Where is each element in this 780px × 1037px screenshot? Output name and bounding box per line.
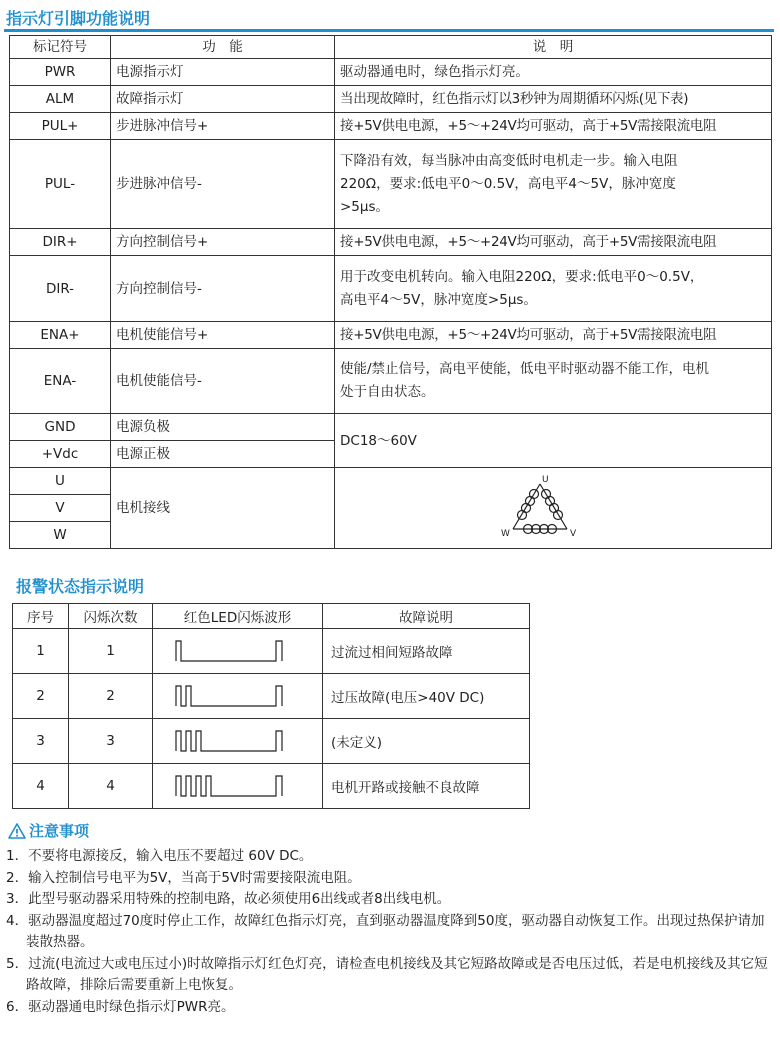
pin-symbol: DIR+ bbox=[10, 229, 111, 256]
pin-function: 方向控制信号+ bbox=[111, 229, 335, 256]
notes-title-text: 注意事项 bbox=[29, 822, 90, 840]
table-row bbox=[10, 349, 772, 414]
pin-symbol: +Vdc bbox=[10, 441, 111, 468]
waveform-cell bbox=[153, 674, 323, 719]
pin-description bbox=[335, 349, 772, 414]
section2-title: 报警状态指示说明 bbox=[16, 577, 145, 596]
pin-symbol: V bbox=[10, 495, 111, 522]
pin-function: 电源正极 bbox=[111, 441, 335, 468]
pin-symbol: ALM bbox=[10, 86, 111, 113]
table-row bbox=[10, 59, 772, 86]
pin-function: 电源指示灯 bbox=[111, 59, 335, 86]
led-waveform bbox=[168, 727, 308, 755]
power-voltage-range: DC18～60V bbox=[335, 414, 772, 468]
table-row bbox=[10, 322, 772, 349]
table-row bbox=[13, 674, 530, 719]
waveform-cell bbox=[153, 719, 323, 764]
pin-function: 故障指示灯 bbox=[111, 86, 335, 113]
pin-function-table bbox=[9, 35, 772, 549]
alarm-fault-description: 过压故障(电压>40V DC) bbox=[323, 674, 530, 719]
description-line: 使能/禁止信号，高电平使能，低电平时驱动器不能工作，电机 bbox=[340, 361, 710, 377]
pin-function: 电机接线 bbox=[111, 468, 335, 549]
terminal-w-label: W bbox=[501, 529, 510, 539]
section1-title: 指示灯引脚功能说明 bbox=[6, 9, 151, 28]
pin-function: 电机使能信号+ bbox=[111, 322, 335, 349]
pin-description: 接+5V供电电源，+5～+24V均可驱动，高于+5V需接限流电阻 bbox=[335, 322, 772, 349]
waveform-line bbox=[176, 731, 282, 751]
alarm-fault-description: (未定义) bbox=[323, 719, 530, 764]
description-line: 用于改变电机转向。输入电阻220Ω，要求:低电平0～0.5V， bbox=[340, 268, 704, 285]
alarm-number: 4 bbox=[13, 764, 69, 809]
note-item: 4．驱动器温度超过70度时停止工作，故障红色指示灯亮，直到驱动器温度降到50度，驱动器自动恢复工作。出现过热保护请加装散热器。 bbox=[6, 912, 765, 950]
description-line: >5μs。 bbox=[340, 198, 390, 215]
note-item: 5．过流(电流过大或电压过小)时故障指示灯红色灯亮，请检查电机接线及其它短路故障或是否电压过低，若是电机接线及其它短路故障，排除后需要重新上电恢复。 bbox=[6, 955, 768, 993]
table-row bbox=[10, 113, 772, 140]
notes-title bbox=[8, 820, 89, 841]
table-row bbox=[13, 764, 530, 809]
waveform-line bbox=[176, 686, 282, 706]
pin-symbol: PUL- bbox=[10, 140, 111, 229]
pin-symbol: ENA- bbox=[10, 349, 111, 414]
pin-description: 驱动器通电时，绿色指示灯亮。 bbox=[335, 59, 772, 86]
note-item: 3．此型号驱动器采用特殊的控制电路，故必须使用6出线或者8出线电机。 bbox=[6, 891, 451, 907]
waveform-cell bbox=[153, 629, 323, 674]
note-item: 6．驱动器通电时绿色指示灯PWR亮。 bbox=[6, 998, 235, 1015]
pin-description bbox=[335, 256, 772, 322]
notes-list bbox=[6, 846, 776, 1018]
note-item: 1．不要将电源接反，输入电压不要超过 60V DC。 bbox=[6, 848, 313, 864]
waveform-line bbox=[176, 776, 282, 796]
pin-symbol: PUL+ bbox=[10, 113, 111, 140]
alarm-blink-count: 2 bbox=[69, 674, 153, 719]
table-row bbox=[10, 140, 772, 229]
pin-function: 电源负极 bbox=[111, 414, 335, 441]
led-waveform bbox=[168, 772, 308, 800]
pin-function: 方向控制信号- bbox=[111, 256, 335, 322]
table-header-row bbox=[13, 604, 530, 629]
pin-description: 接+5V供电电源，+5～+24V均可驱动，高于+5V需接限流电阻 bbox=[335, 113, 772, 140]
motor-winding-diagram-cell bbox=[335, 468, 772, 549]
table-row bbox=[10, 256, 772, 322]
waveform-line bbox=[176, 641, 282, 661]
alarm-blink-count: 4 bbox=[69, 764, 153, 809]
terminal-v-label: V bbox=[570, 529, 577, 539]
note-item: 2．输入控制信号电平为5V，当高于5V时需要接限流电阻。 bbox=[6, 869, 361, 886]
alarm-blink-count: 3 bbox=[69, 719, 153, 764]
pin-function: 电机使能信号- bbox=[111, 349, 335, 414]
pin-function: 步进脉冲信号- bbox=[111, 140, 335, 229]
waveform-cell bbox=[153, 764, 323, 809]
led-waveform bbox=[168, 637, 308, 665]
title-underline bbox=[4, 29, 774, 32]
header-fault-description: 故障说明 bbox=[323, 604, 530, 629]
header-description: 说 明 bbox=[335, 36, 772, 59]
warning-triangle-icon bbox=[8, 823, 26, 839]
alarm-number: 2 bbox=[13, 674, 69, 719]
header-blink-count: 闪烁次数 bbox=[69, 604, 153, 629]
pin-description: 接+5V供电电源，+5～+24V均可驱动，高于+5V需接限流电阻 bbox=[335, 229, 772, 256]
pin-symbol: ENA+ bbox=[10, 322, 111, 349]
pin-description: 当出现故障时，红色指示灯以3秒钟为周期循环闪烁(见下表) bbox=[335, 86, 772, 113]
header-symbol: 标记符号 bbox=[10, 36, 111, 59]
header-led-waveform: 红色LED闪烁波形 bbox=[153, 604, 323, 629]
table-row bbox=[13, 629, 530, 674]
description-line: 220Ω，要求:低电平0～0.5V，高电平4～5V，脉冲宽度 bbox=[340, 175, 676, 192]
pin-function: 步进脉冲信号+ bbox=[111, 113, 335, 140]
alarm-blink-count: 1 bbox=[69, 629, 153, 674]
table-row bbox=[10, 414, 772, 441]
description-line: 处于自由状态。 bbox=[340, 384, 435, 400]
pin-symbol: PWR bbox=[10, 59, 111, 86]
motor-winding-diagram bbox=[498, 473, 608, 543]
pin-symbol: W bbox=[10, 522, 111, 549]
table-row bbox=[10, 229, 772, 256]
header-number: 序号 bbox=[13, 604, 69, 629]
table-header-row bbox=[10, 36, 772, 59]
alarm-number: 3 bbox=[13, 719, 69, 764]
alarm-status-table bbox=[12, 603, 530, 809]
alarm-fault-description: 过流过相间短路故障 bbox=[323, 629, 530, 674]
led-waveform bbox=[168, 682, 308, 710]
table-row bbox=[10, 86, 772, 113]
pin-symbol: GND bbox=[10, 414, 111, 441]
table-row bbox=[10, 468, 772, 495]
alarm-number: 1 bbox=[13, 629, 69, 674]
description-line: 下降沿有效，每当脉冲由高变低时电机走一步。输入电阻 bbox=[340, 152, 678, 169]
pin-description bbox=[335, 140, 772, 229]
pin-symbol: U bbox=[10, 468, 111, 495]
table-row bbox=[13, 719, 530, 764]
pin-symbol: DIR- bbox=[10, 256, 111, 322]
description-line: 高电平4～5V，脉冲宽度>5μs。 bbox=[340, 291, 537, 308]
terminal-u-label: U bbox=[542, 475, 549, 485]
header-function: 功 能 bbox=[111, 36, 335, 59]
alarm-fault-description: 电机开路或接触不良故障 bbox=[323, 764, 530, 809]
